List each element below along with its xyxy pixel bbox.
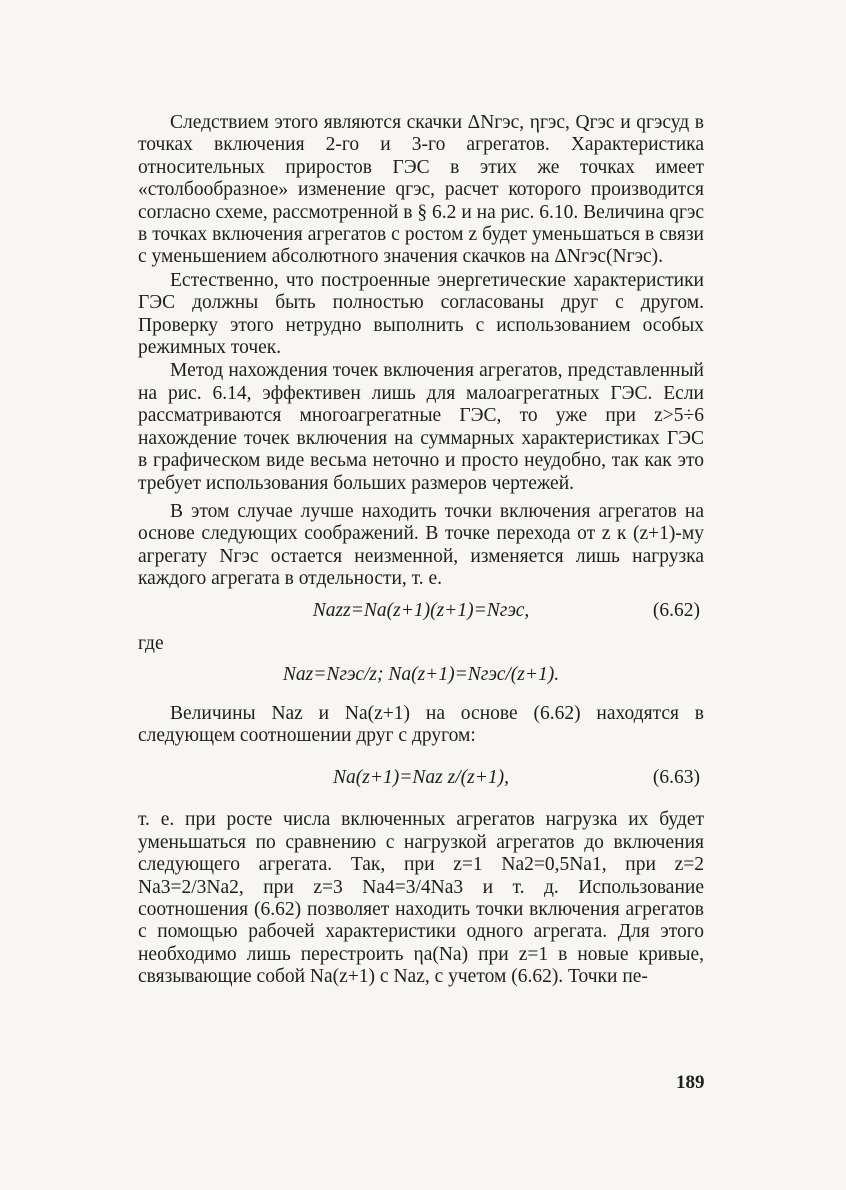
paragraph: В этом случае лучше находить точки включения агрегатов на основе следующих соображений. В точке перехода от z к (z+1)-му агрегату Nгэс остается неизменной, изменяется лишь нагрузка каждого агрегата в отдельности, т. е. [138,500,704,590]
equation-number: (6.63) [652,767,700,789]
formula-6-62 [138,591,704,633]
formula-load-definitions [138,655,704,697]
formula-6-63 [138,747,704,809]
paragraph: Метод нахождения точек включения агрегатов, представленный на рис. 6.14, эффективен лишь для малоагрегатных ГЭС. Если рассматриваются многоагрегатные ГЭС, то уже при z>5÷6 нахождение точек включения на суммарных характеристиках ГЭС в графическом виде весьма неточно и просто неудобно, так как это требует использования больших размеров чертежей. [138,360,704,494]
formula-expression: Na(z+1)=Naz z/(z+1), [333,767,509,789]
formula-expression: Nazz=Na(z+1)(z+1)=Nгэс, [312,600,530,622]
paragraph: Величины Naz и Na(z+1) на основе (6.62) находятся в следующем соотношении друг с другом: [138,702,704,746]
paragraph: Следствием этого являются скачки ΔNгэс, ηгэс, Qгэс и qгэсуд в точках включения 2-го и 3-го агрегатов. Характеристика относительных приростов ГЭС в этих же точках имеет «столбообразное» изменение qгэс, расчет которого производится согласно схеме, рассмотренной в § 6.2 и на рис. 6.10. Величина qгэс в точках включения агрегатов с ростом z будет уменьшаться в связи с уменьшением абсолютного значения скачков на ΔNгэс(Nгэс). [138,112,704,268]
paragraph: Естественно, что построенные энергетические характеристики ГЭС должны быть полностью согласованы друг с другом. Проверку этого нетрудно выполнить с использованием особых режимных точек. [138,269,704,359]
equation-number: (6.62) [652,600,700,622]
formula-expression: Naz=Nгэс/z; Na(z+1)=Nгэс/(z+1). [282,664,560,686]
body-text [138,112,704,989]
where-label: где [138,632,164,654]
page-number: 189 [676,1072,705,1093]
paragraph: т. е. при росте числа включенных агрегатов нагрузка их будет уменьшаться по сравнению с нагрузкой агрегатов до включения следующего агрегата. Так, при z=1 Na2=0,5Na1, при z=2 Na3=2/3Na2, при z=3 Na4=3/4Na3 и т. д. Использование соотношения (6.62) позволяет находить точки включения агрегатов с помощью рабочей характеристики одного агрегата. Для этого необходимо лишь перестроить ηa(Na) при z=1 в новые кривые, связывающие собой Na(z+1) с Naz, с учетом (6.62). Точки пе- [138,809,704,988]
